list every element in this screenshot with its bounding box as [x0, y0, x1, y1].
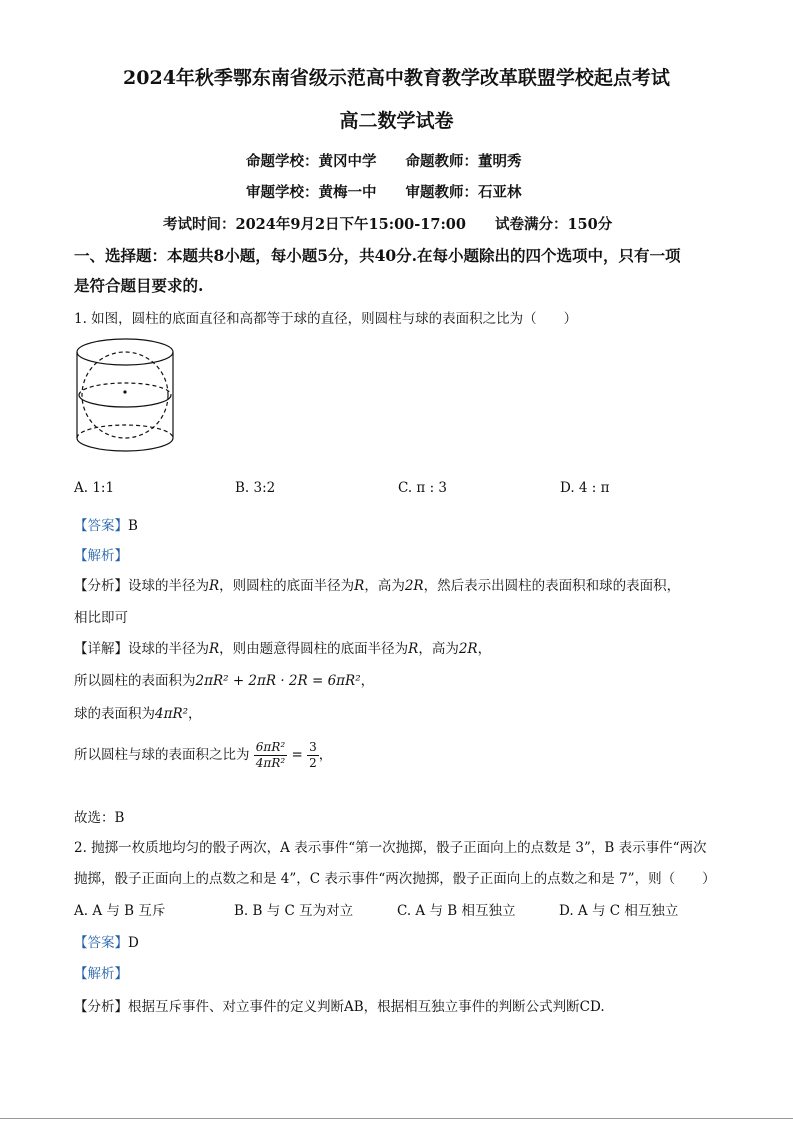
sphere-center-dot	[123, 390, 126, 393]
exam-time-line: 考试时间：2024年9月2日下午15:00-17:00 试卷满分：150分	[163, 216, 613, 233]
reviewer-line: 审题学校：黄梅一中 审题教师：石亚林	[246, 184, 522, 201]
punct: ，	[188, 706, 202, 722]
answer-value: D	[128, 935, 139, 951]
answer-tag: 【答案】	[74, 518, 128, 534]
q1-option-d: D. 4 : π	[560, 480, 610, 496]
q2-option-c: C. A 与 B 相互独立	[397, 903, 516, 919]
fenxi-tag: 【分析】	[74, 999, 128, 1015]
var-r: R	[354, 578, 365, 594]
q1-stem: 1. 如图，圆柱的底面直径和高都等于球的直径，则圆柱与球的表面积之比为（ ）	[74, 311, 578, 327]
q1-option-c: C. π : 3	[398, 480, 448, 496]
xiangjie-text: ，高为	[418, 641, 459, 657]
var-2r: 2R	[404, 578, 424, 594]
q2-option-b: B. B 与 C 互为对立	[234, 903, 354, 919]
cylinder-bottom-front	[77, 438, 173, 451]
fenxi-text: 根据互斥事件、对立事件的定义判断AB，根据相互独立事件的判断公式判断CD.	[128, 999, 605, 1015]
formula-label: 所以圆柱与球的表面积之比为	[74, 747, 250, 763]
sphere-surface-formula: 4πR²	[155, 706, 189, 722]
cylinder-top-ellipse	[77, 339, 173, 365]
formula-label: 球的表面积为	[74, 706, 155, 722]
q1-analysis-tag: 【解析】	[74, 548, 128, 564]
q1-xiangjie	[74, 637, 491, 657]
ratio-fraction	[254, 740, 287, 771]
answer-tag: 【答案】	[74, 935, 128, 951]
formula-label: 所以圆柱的表面积为	[74, 673, 196, 689]
fraction-denominator: 2	[309, 756, 317, 770]
proposer-line: 命题学校：黄冈中学 命题教师：董明秀	[246, 153, 522, 170]
equals-sign: =	[291, 747, 303, 763]
q2-option-a: A. A 与 B 互斥	[74, 903, 166, 919]
q1-fenxi	[74, 574, 680, 594]
fraction-numerator: 3	[309, 740, 317, 754]
exam-subtitle: 高二数学试卷	[339, 110, 454, 132]
q2-answer	[74, 931, 139, 951]
q1-fenxi-cont: 相比即可	[74, 610, 128, 626]
q1-option-b: B. 3:2	[235, 480, 276, 496]
q2-stem-line2: 抛掷，骰子正面向上的点数之和是 4”，C 表示事件“两次抛掷，骰子正面向上的点数之和是 7”，则（ ）	[74, 871, 716, 887]
fenxi-text: ，然后表示出圆柱的表面积和球的表面积，	[423, 578, 681, 594]
section-heading: 一、选择题：本题共8小题，每小题5分，共40分.在每小题除出的四个选项中，只有一项	[74, 246, 681, 265]
cylinder-surface-formula: 2πR² + 2πR · 2R = 6πR²	[195, 673, 361, 689]
fenxi-text: ，高为	[364, 578, 405, 594]
cylinder-sphere-figure	[74, 334, 184, 454]
sphere-equator-front	[79, 395, 171, 407]
q2-option-d: D. A 与 C 相互独立	[559, 903, 679, 919]
answer-value: B	[128, 518, 138, 534]
cylinder-bottom-back	[77, 425, 173, 438]
xiangjie-text: 设球的半径为	[128, 641, 209, 657]
var-r: R	[408, 641, 419, 657]
xiangjie-text: ，则由题意得圆柱的底面半径为	[219, 641, 409, 657]
q2-stem-line1: 2. 抛掷一枚质地均匀的骰子两次，A 表示事件“第一次抛掷，骰子正面向上的点数是 3”，B 表示事件“两次	[74, 840, 707, 856]
var-r: R	[209, 578, 220, 594]
q1-cylinder-surface	[74, 669, 374, 689]
var-r: R	[209, 641, 220, 657]
ratio-result-fraction	[307, 740, 319, 771]
fenxi-text: 设球的半径为	[128, 578, 209, 594]
var-2r: 2R	[458, 641, 478, 657]
q2-fenxi	[74, 995, 605, 1015]
punct: ，	[318, 747, 333, 763]
q1-sphere-surface	[74, 702, 202, 722]
q1-answer	[74, 514, 138, 534]
fraction-denominator: 4πR²	[255, 756, 286, 770]
q1-option-a: A. 1:1	[74, 480, 115, 496]
q2-analysis-tag: 【解析】	[74, 966, 128, 982]
page-bottom-rule	[0, 1118, 793, 1119]
section-heading-cont: 是符合题目要求的.	[74, 276, 204, 295]
punct: ，	[477, 641, 492, 657]
fenxi-tag: 【分析】	[74, 578, 128, 594]
fraction-numerator: 6πR²	[255, 740, 286, 754]
fenxi-text: ，则圆柱的底面半径为	[219, 578, 355, 594]
q1-ratio	[74, 740, 332, 771]
punct: ，	[360, 673, 375, 689]
exam-title: 2024年秋季鄂东南省级示范高中教育教学改革联盟学校起点考试	[123, 67, 670, 89]
xiangjie-tag: 【详解】	[74, 641, 128, 657]
q1-choice: 故选：B	[74, 810, 125, 826]
